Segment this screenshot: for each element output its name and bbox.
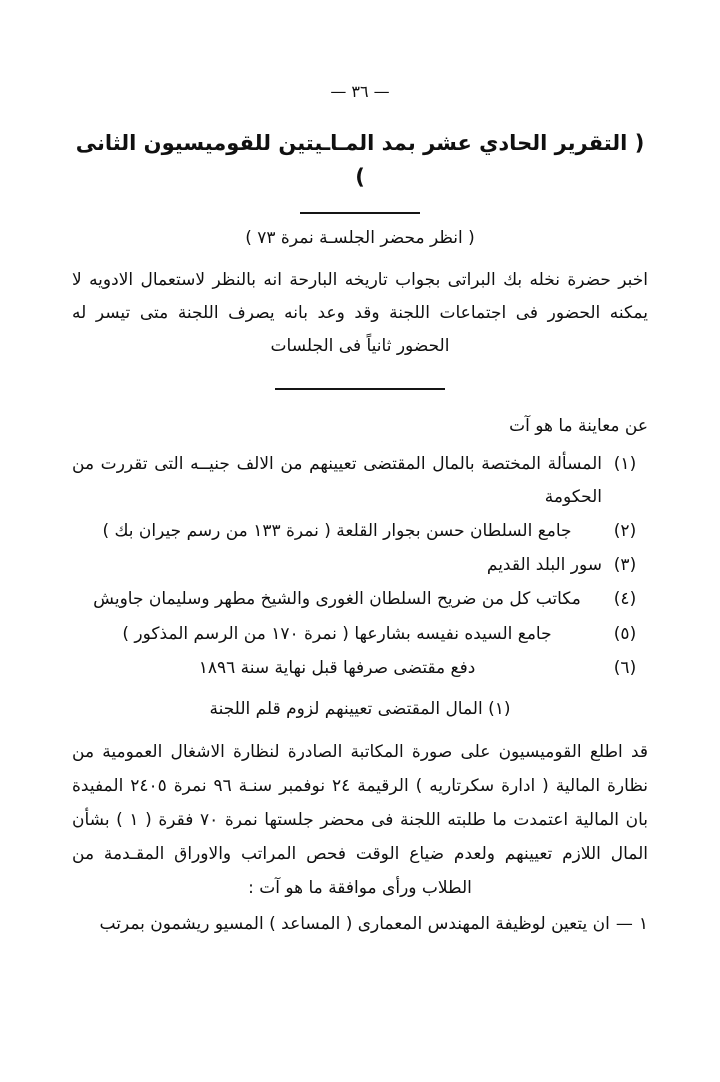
list-item-marker: (٤) bbox=[613, 589, 637, 610]
final-clause-text: ان يتعين لوظيفة المهندس المعمارى ( المساعد ) المسيو ريشمون بمرتب bbox=[99, 914, 610, 935]
list-item-label: جامع السيده نفيسه بشارعها ( نمرة ١٧٠ من الرسم المذكور ) bbox=[122, 623, 552, 644]
divider-rule-top bbox=[300, 212, 420, 214]
subsection-heading: (١) المال المقتضى تعيينهم لزوم قلم اللجنة bbox=[209, 698, 511, 719]
page-subtitle: ( انظر محضر الجلسـة نمرة ٧٣ ) bbox=[245, 228, 475, 249]
body-paragraph: قد اطلع القوميسيون على صورة المكاتبة الصادرة لنظارة الاشغال العمومية من نظارة المالية ( ادارة سكرتاريه ) الرقيمة ٢٤ نوفمبر سنـة ٩٦ نمرة ٢٤٠٥ المفيدة بان المالية اعتمدت ما طلبته اللجنة فى محضر جلستها نمرة ٧٠ فقرة ( ١ ) بشأن المال اللازم تعيينهم ولعدم ضياع الوقت فحص المراتب والاوراق المقـدمة من الطلاب ورأى موافقة ما هو آت : bbox=[72, 742, 648, 899]
divider-rule-middle bbox=[275, 388, 445, 390]
section-lead: عن معاينة ما هو آت bbox=[509, 415, 648, 436]
list-item bbox=[72, 652, 648, 685]
list-item bbox=[72, 549, 648, 582]
final-clause-marker: ١ bbox=[638, 914, 648, 935]
list-item-label: دفع مقتضى صرفها قبل نهاية سنة ١٨٩٦ bbox=[198, 657, 476, 678]
list-item-label: سور البلد القديم bbox=[486, 555, 602, 576]
list-item-marker: (٥) bbox=[613, 623, 637, 644]
list-item-marker: (١) bbox=[613, 453, 637, 474]
page-title: ( التقرير الحادي عشر بمد المـاـيتين للقوميسيون الثانى ) bbox=[75, 131, 645, 189]
list-item-marker: (٦) bbox=[613, 657, 637, 678]
final-clause bbox=[72, 907, 648, 941]
list-item-label: جامع السلطان حسن بجوار القلعة ( نمرة ١٣٣ من رسم جيران بك ) bbox=[102, 521, 572, 542]
list-item-label: المسألة المختصة بالمال المقتضى تعيينهم من الالف جنيــه التى تقررت من الحكومة bbox=[72, 453, 602, 508]
list-item-marker: (٣) bbox=[613, 555, 637, 576]
list-item-label: مكاتب كل من ضريح السلطان الغورى والشيخ مطهر وسليمان جاويش bbox=[93, 589, 581, 610]
numbered-list bbox=[72, 448, 648, 685]
intro-paragraph: اخبر حضرة نخله بك البراتى بجواب تاريخه البارحة انه بالنظر لاستعمال الادويه لا يمكنه الحضور فى اجتماعات اللجنة وقد وعد بانه يصرف اللجنة متى تيسر له الحضور ثانياً فى الجلسات bbox=[72, 270, 648, 357]
final-clause-dash: — bbox=[615, 914, 633, 935]
list-item-marker: (٢) bbox=[613, 521, 637, 542]
list-item bbox=[72, 515, 648, 548]
page-number: — ٣٦ — bbox=[330, 82, 390, 101]
list-item bbox=[72, 618, 648, 651]
list-item bbox=[72, 583, 648, 616]
list-item bbox=[72, 448, 648, 514]
